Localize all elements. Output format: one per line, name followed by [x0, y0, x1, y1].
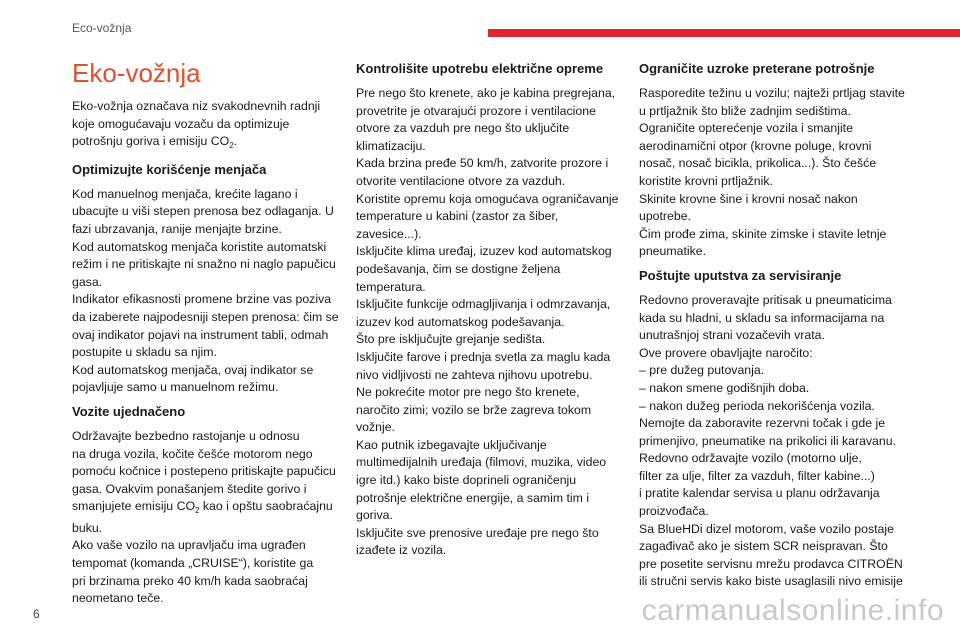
heading-service: Poštujte uputstva za servisiranje — [639, 267, 842, 283]
intro-paragraph — [72, 98, 346, 155]
heading-smooth-driving: Vozite ujednačeno — [72, 403, 186, 419]
header-accent-bar — [488, 29, 960, 37]
page-title: Eko-vožnja — [72, 58, 201, 88]
heading-electric: Kontrolišite upotrebu električne opreme — [356, 61, 604, 76]
gear-paragraph: Kod manuelnog menjača, krećite lagano i ubacujte u viši stepen prenosa bez odlaganja. U fazi ubrzavanja, ranije menjajte brzine. Kod automatskog menjača koristite automatski režim i ne pritiskajte ni snažno ni naglo papučicu gasa. Indikator efikasnosti promene brzine vas poziva da izaberete najpodesniji stepen prenosa: čim se ovaj indikator pojavi na instrument tabli, odmah postupite u skladu sa njim. Kod automatskog menjača, ovaj indikator se pojavljuje samo u manuelnom režimu. — [72, 186, 339, 395]
limit-paragraph: Rasporedite težinu u vozilu; najteži prtljag stavite u prtljažnik što bliže zadnjim sedištima. Ograničite opterećenje vozila i smanjite aerodinamični otpor (krovne poluge, krovni nosač, nosač bicikla, prikolica...). Što češće koristite krovni prtljažnik. Skinite krovne šine i krovni nosač nakon upotrebe. Čim prođe zima, skinite zimske i stavite letnje pneumatike. — [639, 86, 905, 259]
column-left — [72, 58, 346, 614]
watermark: carmanualsonline.info — [641, 594, 944, 627]
smooth-text: Održavajte bezbedno rastojanje u odnosu na druga vozila, kočite češće motorom nego pomoću kočnice i postepeno pritiskajte papučicu gasa. Ovakvim ponašanjem štedite gorivo i smanjujete emisiju CO — [72, 428, 336, 514]
heading-gear: Optimizujte korišćenje menjača — [72, 161, 267, 177]
co2-subscript: 2 — [195, 506, 200, 516]
section-header: Eco-vožnja — [72, 21, 132, 35]
heading-limit-consumption: Ograničite uzroke preterane potrošnje — [639, 61, 875, 76]
column-right — [639, 60, 913, 597]
electric-paragraph: Pre nego što krenete, ako je kabina pregrejana, provetrite je otvarajući prozore i ventilacione otvore za vazduh pre nego što uključite klimatizaciju. Kada brzina pređe 50 km/h, zatvorite prozore i otvorite ventilacione otvore za vazduh. Koristite opremu koja omogućava ograničavanje temperature u kabini (zastor za šiber, zavesice...). Isključite klima uređaj, izuzev kod automatskog podešavanja, čim se dostigne željena temperatura. Isključite funkcije odmagljivanja i odmrzavanja, izuzev kod automatskog podešavanja. Što pre isključujte grejanje sedišta. Isključite farove i prednja svetla za maglu kada nivo vidljivosti ne zahteva njihovu upotrebu. Ne pokrećite motor pre nego što krenete, naročito zimi; vozilo se brže zagreva tokom vožnje. Kao putnik izbegavajte uključivanje multimedijalnih uređaja (filmovi, muzika, video igre itd.) kako biste doprineli ograničenju potrošnje električne energije, a samim tim i goriva. Isključite sve prenosive uređaje pre nego što izađete iz vozila. — [356, 86, 619, 558]
smooth-paragraph — [72, 428, 346, 608]
page-number: 6 — [33, 607, 40, 621]
smooth-text-end: kao i opštu saobraćajnu buku. Ako vaše vozilo na upravljaču ima ugrađen tempomat (komanda „CRUISE“), koristite ga pri brzinama preko 40 km/h kada saobraćaj neometano teče. — [72, 499, 333, 606]
co2-subscript: 2 — [229, 141, 234, 151]
intro-text: Eko-vožnja označava niz svakodnevnih radnji koje omogućavaju vozaču da optimizuje potrošnju goriva i emisiju CO — [72, 99, 321, 149]
intro-end: . — [233, 134, 238, 149]
service-paragraph: Redovno proveravajte pritisak u pneumaticima kada su hladni, u skladu sa informacijama na unutrašnjoj strani vozačevih vrata. Ove provere obavljajte naročito: – pre dužeg putovanja. – nakon smene godišnjih doba. – nakon dužeg perioda nekorišćenja vozila. Nemojte da zaboravite rezervni točak i gde je primenjivo, pneumatike na prikolici ili karavanu. Redovno održavajte vozilo (motorno ulje, filter za ulje, filter za vazduh, filter kabine...) i pratite kalendar servisa u planu održavanja proizvođača. Sa BlueHDi dizel motorom, vaše vozilo postaje zagađivač ako je sistem SCR neispravan. Što pre posetite servisnu mrežu prodavca CITROËN ili stručni servis kako biste usaglasili nivo emisije — [639, 292, 903, 589]
column-middle — [356, 60, 630, 566]
